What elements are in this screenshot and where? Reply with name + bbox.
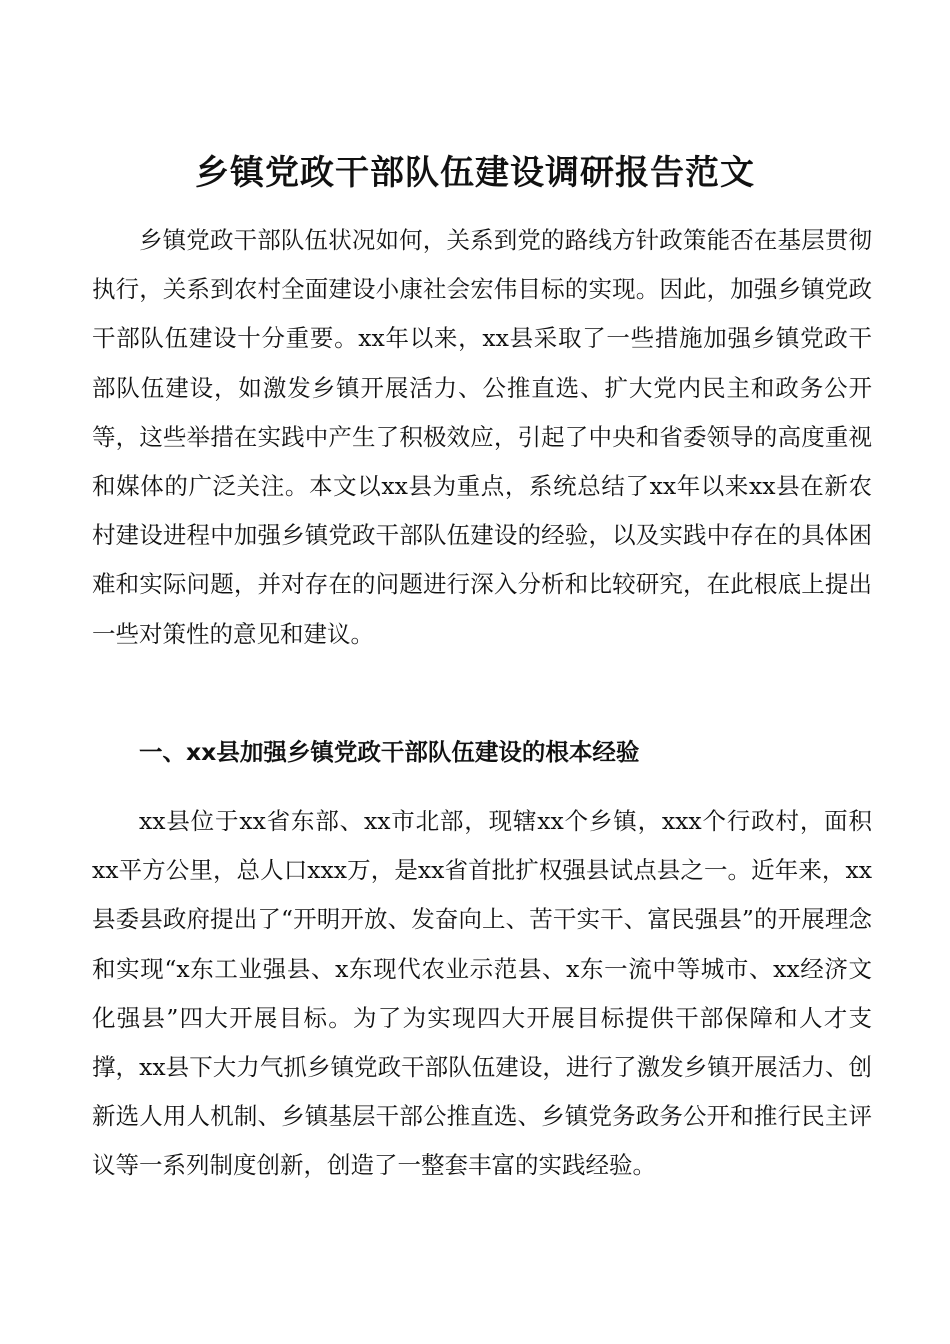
intro-paragraph: 乡镇党政干部队伍状况如何，关系到党的路线方针政策能否在基层贯彻执行，关系到农村全面建设小康社会宏伟目标的实现。因此，加强乡镇党政干部队伍建设十分重要。xx年以来，xx县采取了一些措施加强乡镇党政干部队伍建设，如激发乡镇开展活力、公推直选、扩大党内民主和政务公开等，这些举措在实践中产生了积极效应，引起了中央和省委领导的高度重视和媒体的广泛关注。本文以xx县为重点，系统总结了xx年以来xx县在新农村建设进程中加强乡镇党政干部队伍建设的经验，以及实践中存在的具体困难和实际问题，并对存在的问题进行深入分析和比较研究，在此根底上提出一些对策性的意见和建议。 xyxy=(92,226,872,648)
document-title: 乡镇党政干部队伍建设调研报告范文 xyxy=(195,153,755,193)
section-heading: 一、xx县加强乡镇党政干部队伍建设的根本经验 xyxy=(139,738,640,766)
section-paragraph: xx县位于xx省东部、xx市北部，现辖xx个乡镇，xxx个行政村，面积xx平方公里，总人口xxx万，是xx省首批扩权强县试点县之一。近年来，xx县委县政府提出了“开明开放、发奋向上、苦干实干、富民强县”的开展理念和实现“x东工业强县、x东现代农业示范县、x东一流中等城市、xx经济文化强县”四大开展目标。为了为实现四大开展目标提供干部保障和人才支撑，xx县下大力气抓乡镇党政干部队伍建设，进行了激发乡镇开展活力、创新选人用人机制、乡镇基层干部公推直选、乡镇党务政务公开和推行民主评议等一系列制度创新，创造了一整套丰富的实践经验。 xyxy=(92,807,872,1180)
